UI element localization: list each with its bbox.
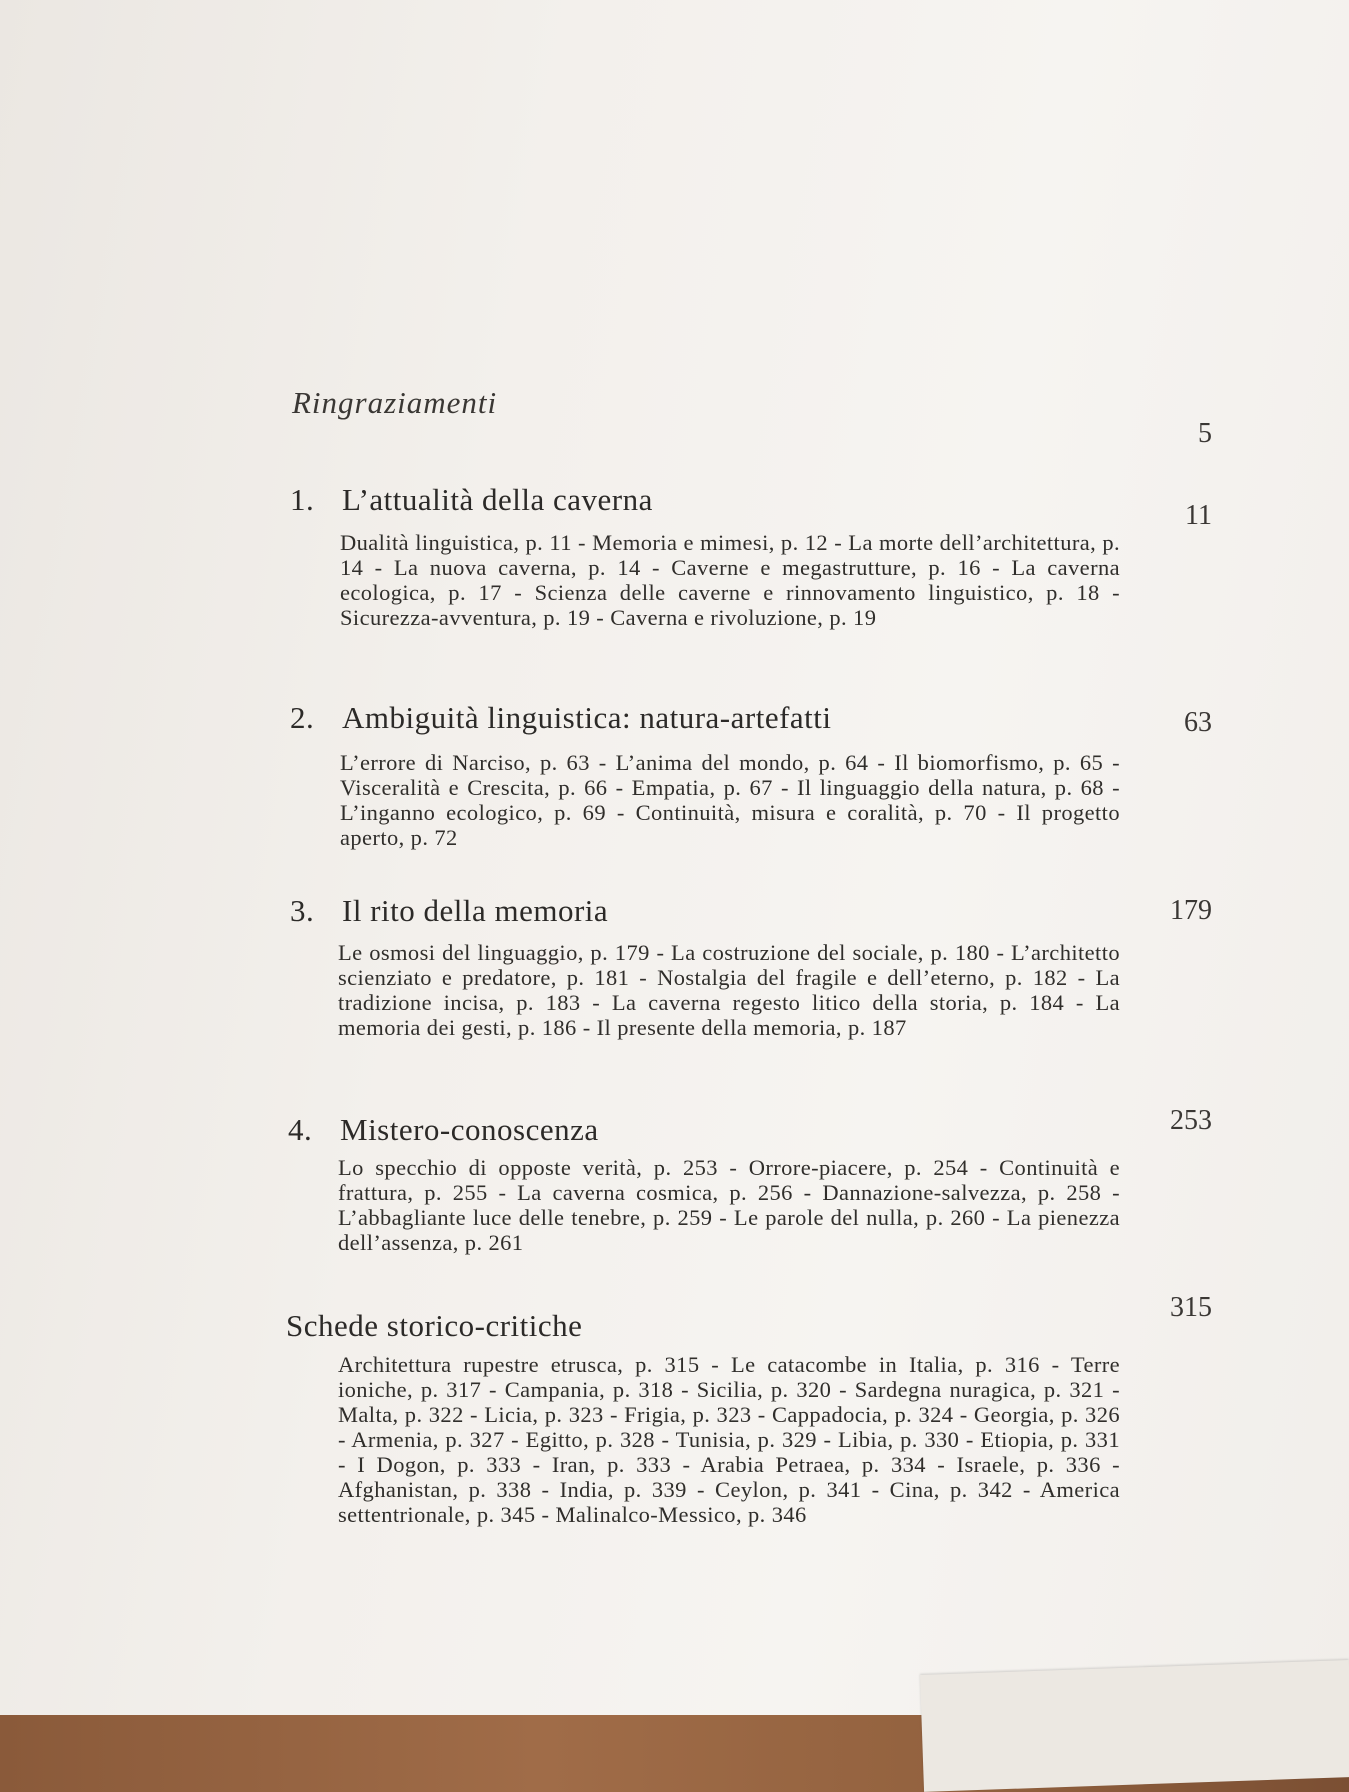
chapter-2-number: 2. bbox=[290, 700, 315, 735]
chapter-3-title bbox=[290, 893, 608, 929]
chapter-2-heading: Ambiguità linguistica: natura-artefatti bbox=[342, 700, 832, 735]
chapter-4-page: 253 bbox=[1170, 1105, 1212, 1136]
chapter-3-summary: Le osmosi del linguaggio, p. 179 - La costruzione del sociale, p. 180 - L’architetto scienziato e predatore, p. 181 - Nostalgia del fragile e dell’eterno, p. 182 - La tradizione incisa, p. 183 - La caverna regesto litico della storia, p. 184 - La memoria dei gesti, p. 186 - Il presente della memoria, p. 187 bbox=[338, 940, 1120, 1040]
chapter-3-number: 3. bbox=[290, 893, 315, 928]
chapter-1-heading: L’attualità della caverna bbox=[342, 482, 653, 517]
chapter-4-summary: Lo specchio di opposte verità, p. 253 - Orrore-piacere, p. 254 - Continuità e frattura, p. 255 - La caverna cosmica, p. 256 - Dannazione-salvezza, p. 258 - L’abbagliante luce delle tenebre, p. 259 - Le parole del nulla, p. 260 - La pienezza dell’assenza, p. 261 bbox=[338, 1155, 1120, 1255]
chapter-3-heading: Il rito della memoria bbox=[342, 893, 609, 928]
acknowledgements-page: 5 bbox=[1198, 418, 1212, 449]
chapter-3-page: 179 bbox=[1170, 895, 1212, 926]
chapter-1-page: 11 bbox=[1185, 500, 1212, 531]
chapter-2-title bbox=[290, 700, 832, 736]
chapter-4-title bbox=[288, 1112, 599, 1148]
schede-summary: Architettura rupestre etrusca, p. 315 - Le catacombe in Italia, p. 316 - Terre ioniche, p. 317 - Campania, p. 318 - Sicilia, p. 320 - Sardegna nuragica, p. 321 - Malta, p. 322 - Licia, p. 323 - Frigia, p. 323 - Cappadocia, p. 324 - Georgia, p. 326 - Armenia, p. 327 - Egitto, p. 328 - Tunisia, p. 329 - Libia, p. 330 - Etiopia, p. 331 - I Dogon, p. 333 - Iran, p. 333 - Arabia Petraea, p. 334 - Israele, p. 336 - Afghanistan, p. 338 - India, p. 339 - Ceylon, p. 341 - Cina, p. 342 - America settentrionale, p. 345 - Malinalco-Messico, p. 346 bbox=[338, 1352, 1120, 1527]
chapter-2-summary: L’errore di Narciso, p. 63 - L’anima del mondo, p. 64 - Il biomorfismo, p. 65 - Visceralità e Crescita, p. 66 - Empatia, p. 67 - Il linguaggio della natura, p. 68 - L’inganno ecologico, p. 69 - Continuità, misura e coralità, p. 70 - Il progetto aperto, p. 72 bbox=[340, 750, 1120, 850]
chapter-1-title bbox=[290, 482, 653, 518]
acknowledgements-title: Ringraziamenti bbox=[292, 385, 498, 420]
chapter-1-number: 1. bbox=[290, 482, 315, 517]
chapter-1-summary: Dualità linguistica, p. 11 - Memoria e mimesi, p. 12 - La morte dell’architettura, p. 14 - La nuova caverna, p. 14 - Caverne e megastrutture, p. 16 - La caverna ecologica, p. 17 - Scienza delle caverne e rinnovamento linguistico, p. 18 - Sicurezza-avventura, p. 19 - Caverna e rivoluzione, p. 19 bbox=[340, 530, 1120, 630]
schede-title: Schede storico-critiche bbox=[286, 1308, 583, 1343]
chapter-4-number: 4. bbox=[288, 1112, 313, 1147]
chapter-4-heading: Mistero-conoscenza bbox=[340, 1112, 599, 1147]
chapter-2-page: 63 bbox=[1184, 707, 1212, 738]
schede-page: 315 bbox=[1170, 1292, 1212, 1323]
